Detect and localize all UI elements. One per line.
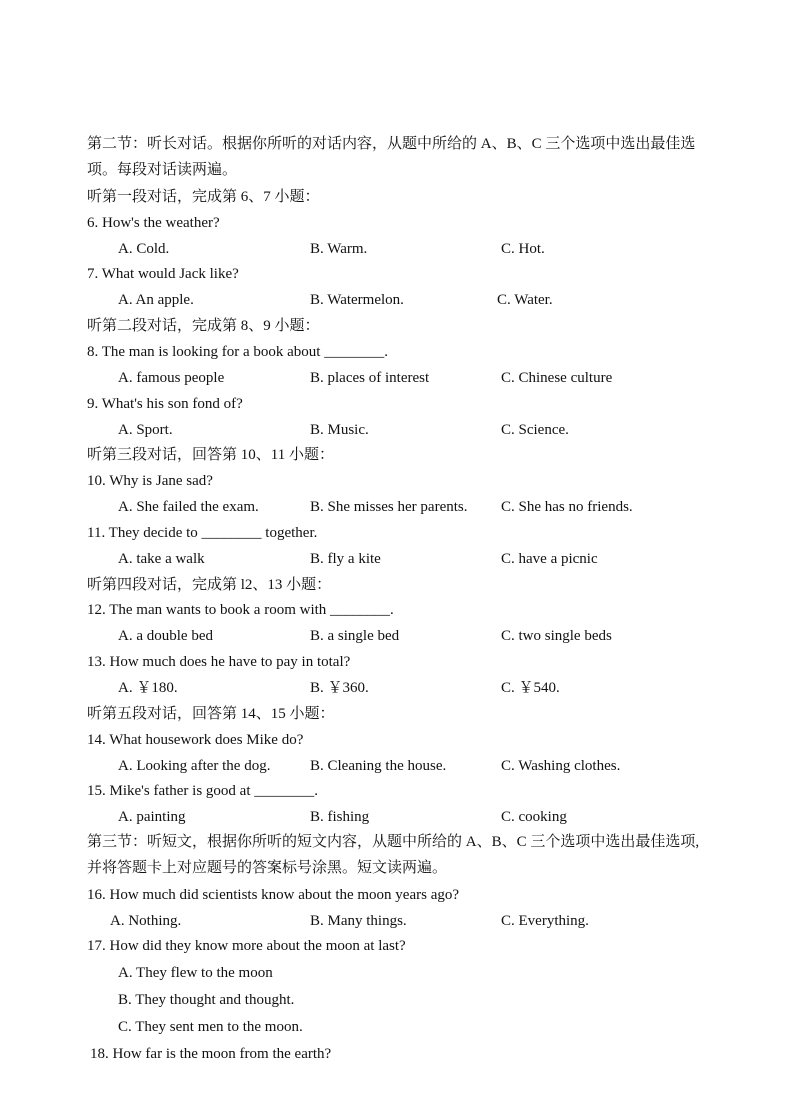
question-16-stem: 16. How much did scientists know about the moon years ago? bbox=[87, 887, 460, 903]
question-12-option-c: C. two single beds bbox=[501, 628, 612, 644]
dialogue3-heading: 听第三段对话，回答第 10、11 小题： bbox=[87, 447, 334, 463]
question-9-option-b: B. Music. bbox=[310, 422, 369, 438]
question-17-option-c: C. They sent men to the moon. bbox=[118, 1019, 303, 1035]
question-14-option-c: C. Washing clothes. bbox=[501, 758, 621, 774]
question-8-option-b: B. places of interest bbox=[310, 370, 430, 386]
question-8-option-a: A. famous people bbox=[118, 370, 225, 386]
question-13-option-b: B. ￥360. bbox=[310, 680, 369, 696]
question-9-option-a: A. Sport. bbox=[118, 422, 173, 438]
question-6-option-a: A. Cold. bbox=[118, 241, 170, 257]
question-10-stem: 10. Why is Jane sad? bbox=[87, 473, 213, 489]
question-12-option-b: B. a single bed bbox=[310, 628, 400, 644]
question-17-option-b: B. They thought and thought. bbox=[118, 992, 295, 1008]
question-13-option-c: C. ￥540. bbox=[501, 680, 560, 696]
question-13-stem: 13. How much does he have to pay in total? bbox=[87, 654, 351, 670]
question-7-stem: 7. What would Jack like? bbox=[87, 266, 239, 282]
question-17-stem: 17. How did they know more about the moon at last? bbox=[87, 938, 406, 954]
question-13-option-a: A. ￥180. bbox=[118, 680, 178, 696]
question-7-option-c: C. Water. bbox=[497, 292, 553, 308]
question-14-stem: 14. What housework does Mike do? bbox=[87, 732, 304, 748]
question-16-option-a: A. Nothing. bbox=[110, 913, 182, 929]
question-6-stem: 6. How's the weather? bbox=[87, 215, 220, 231]
question-14-option-a: A. Looking after the dog. bbox=[118, 758, 271, 774]
question-10-option-a: A. She failed the exam. bbox=[118, 499, 259, 515]
question-18-stem: 18. How far is the moon from the earth? bbox=[90, 1046, 332, 1062]
question-7-option-b: B. Watermelon. bbox=[310, 292, 404, 308]
question-15-option-b: B. fishing bbox=[310, 809, 370, 825]
dialogue4-heading: 听第四段对话，完成第 l2、13 小题： bbox=[87, 577, 332, 593]
question-14-option-b: B. Cleaning the house. bbox=[310, 758, 447, 774]
question-6-option-b: B. Warm. bbox=[310, 241, 368, 257]
question-8-option-c: C. Chinese culture bbox=[501, 370, 613, 386]
question-12-option-a: A. a double bed bbox=[118, 628, 213, 644]
question-15-stem: 15. Mike's father is good at ________. bbox=[87, 783, 319, 799]
question-7-option-a: A. An apple. bbox=[118, 292, 194, 308]
question-15-option-c: C. cooking bbox=[501, 809, 567, 825]
question-16-option-c: C. Everything. bbox=[501, 913, 589, 929]
question-16-option-b: B. Many things. bbox=[310, 913, 407, 929]
question-9-stem: 9. What's his son fond of? bbox=[87, 396, 243, 412]
question-11-option-c: C. have a picnic bbox=[501, 551, 598, 567]
question-8-stem: 8. The man is looking for a book about ________. bbox=[87, 344, 388, 360]
section2-instructions: 第二节：听长对话。根据你所听的对话内容，从题中所给的 A、B、C 三个选项中选出最佳选项。每段对话读两遍。 bbox=[87, 136, 696, 178]
question-11-option-b: B. fly a kite bbox=[310, 551, 381, 567]
question-6-option-c: C. Hot. bbox=[501, 241, 545, 257]
section3-instructions: 第三节：听短文，根据你所听的短文内容，从题中所给的 A、B、C 三个选项中选出最佳选项,并将答题卡上对应题号的答案标号涂黑。短文读两遍。 bbox=[87, 834, 700, 876]
question-9-option-c: C. Science. bbox=[501, 422, 569, 438]
dialogue5-heading: 听第五段对话，回答第 14、15 小题： bbox=[87, 706, 335, 722]
dialogue1-heading: 听第一段对话，完成第 6、7 小题： bbox=[87, 189, 320, 205]
question-11-option-a: A. take a walk bbox=[118, 551, 205, 567]
dialogue2-heading: 听第二段对话，完成第 8、9 小题： bbox=[87, 318, 320, 334]
question-10-option-c: C. She has no friends. bbox=[501, 499, 633, 515]
question-12-stem: 12. The man wants to book a room with ________. bbox=[87, 602, 394, 618]
question-17-option-a: A. They flew to the moon bbox=[118, 965, 273, 981]
question-15-option-a: A. painting bbox=[118, 809, 186, 825]
question-11-stem: 11. They decide to ________ together. bbox=[87, 525, 318, 541]
question-10-option-b: B. She misses her parents. bbox=[310, 499, 468, 515]
